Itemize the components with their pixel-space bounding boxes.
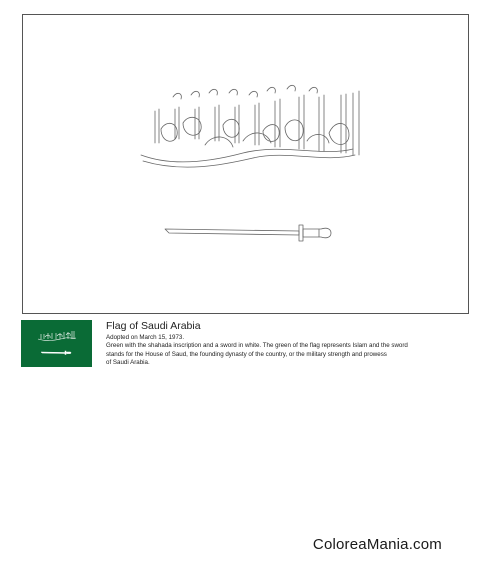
site-brand-logo: ColoreaMania.com: [312, 536, 442, 553]
caption-title: Flag of Saudi Arabia: [106, 320, 201, 332]
saudi-flag-thumbnail: [21, 320, 92, 367]
coloring-flag-drawing: [23, 15, 470, 315]
flag-caption: [106, 320, 476, 367]
coloring-flag-outline: [22, 14, 469, 314]
shahada-inscription-icon: [141, 85, 359, 167]
saudi-flag-thumbnail-drawing: [21, 320, 92, 367]
caption-description-line-3: of Saudi Arabia.: [106, 358, 150, 366]
sword-icon: [165, 225, 331, 241]
caption-description-line-2: stands for the House of Saud, the founding dynasty of the country, or the military strength and prowess: [106, 350, 387, 358]
flag-green-field: [21, 320, 92, 367]
caption-description-line-1: Green with the shahada inscription and a sword in white. The green of the flag represents Islam and the sword: [106, 342, 408, 350]
caption-adopted: Adopted on March 15, 1973.: [106, 334, 185, 341]
